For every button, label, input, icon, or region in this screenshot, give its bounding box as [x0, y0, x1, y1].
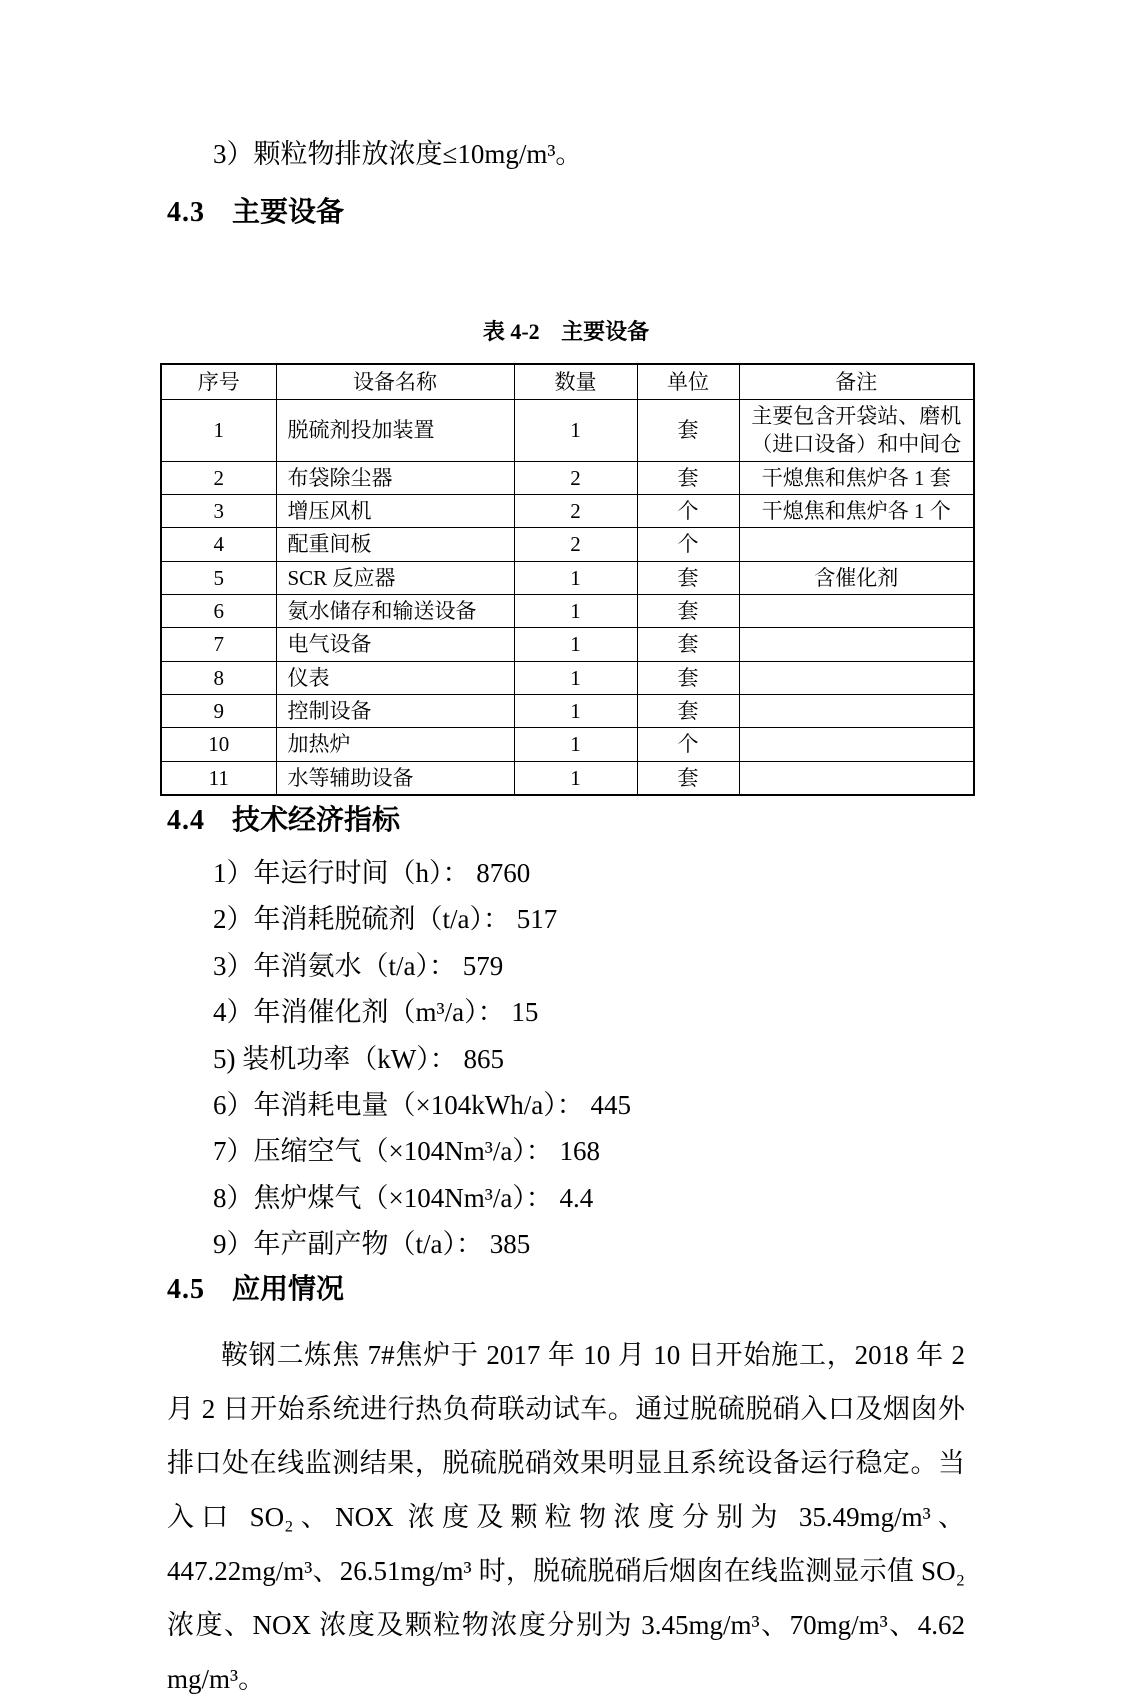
cell-no: 1	[161, 400, 276, 462]
particulate-emission-item: 3）颗粒物排放浓度≤10mg/m³。	[213, 139, 583, 169]
cell-note	[739, 761, 974, 795]
indicator-item: 4）年消催化剂（m³/a）： 15	[213, 997, 539, 1028]
cell-name: 加热炉	[276, 728, 514, 761]
table-row	[161, 728, 974, 761]
cell-note: 干熄焦和焦炉各 1 个	[739, 495, 974, 528]
cell-name: 配重间板	[276, 528, 514, 561]
table-row	[161, 628, 974, 661]
table-row	[161, 400, 974, 462]
column-header-note: 备注	[739, 364, 974, 400]
table-row	[161, 561, 974, 594]
cell-name: 仪表	[276, 661, 514, 694]
cell-unit: 套	[637, 695, 739, 728]
application-paragraph: 鞍钢二炼焦 7#焦炉于 2017 年 10 月 10 日开始施工，2018 年 2 月 2 日开始系统进行热负荷联动试车。通过脱硫脱硝入口及烟囱外排口处在线监测结果，脱硫脱硝效果明显且系统设备运行稳定。当入口 SO₂、NOX 浓度及颗粒物浓度分别为 35.49mg/m³、447.22mg/m³、26.51mg/m³ 时，脱硫脱硝后烟囱在线监测显示值 SO₂ 浓度、NOX 浓度及颗粒物浓度分别为 3.45mg/m³、70mg/m³、4.62 mg/m³。	[167, 1340, 965, 1695]
cell-note: 干熄焦和焦炉各 1 套	[739, 461, 974, 494]
table-row	[161, 761, 974, 795]
cell-name: 增压风机	[276, 495, 514, 528]
cell-unit: 个	[637, 528, 739, 561]
column-header-qty: 数量	[514, 364, 637, 400]
technical-indicator-list	[167, 857, 965, 1261]
cell-no: 4	[161, 528, 276, 561]
cell-unit: 套	[637, 595, 739, 628]
section-title: 技术经济指标	[232, 805, 401, 837]
cell-qty: 1	[514, 400, 637, 462]
equipment-table	[160, 363, 975, 797]
cell-no: 6	[161, 595, 276, 628]
table-caption-title: 主要设备	[561, 318, 650, 344]
cell-no: 3	[161, 495, 276, 528]
section-number: 4.4	[167, 805, 205, 837]
cell-name: SCR 反应器	[276, 561, 514, 594]
cell-no: 10	[161, 728, 276, 761]
section-4-3-heading	[167, 198, 965, 229]
cell-no: 8	[161, 661, 276, 694]
section-4-4-heading	[167, 806, 965, 837]
column-header-unit: 单位	[637, 364, 739, 400]
indicator-item: 9）年产副产物（t/a）： 385	[213, 1229, 531, 1260]
cell-qty: 1	[514, 728, 637, 761]
section-title: 主要设备	[232, 196, 345, 228]
indicator-item: 2）年消耗脱硫剂（t/a）： 517	[213, 904, 558, 935]
cell-unit: 套	[637, 761, 739, 795]
cell-note: 主要包含开袋站、磨机（进口设备）和中间仓	[739, 400, 974, 462]
cell-qty: 1	[514, 595, 637, 628]
cell-name: 布袋除尘器	[276, 461, 514, 494]
cell-unit: 个	[637, 495, 739, 528]
cell-qty: 1	[514, 661, 637, 694]
cell-note	[739, 728, 974, 761]
section-4-5-heading	[167, 1275, 965, 1306]
table-caption-label: 表 4-2	[482, 318, 540, 344]
cell-unit: 套	[637, 400, 739, 462]
table-row	[161, 528, 974, 561]
cell-name: 电气设备	[276, 628, 514, 661]
cell-qty: 1	[514, 761, 637, 795]
cell-no: 7	[161, 628, 276, 661]
indicator-item: 3）年消氨水（t/a）： 579	[213, 950, 504, 981]
section-number: 4.3	[167, 196, 205, 228]
cell-name: 控制设备	[276, 695, 514, 728]
cell-note	[739, 661, 974, 694]
cell-qty: 2	[514, 461, 637, 494]
cell-note	[739, 595, 974, 628]
table-row	[161, 595, 974, 628]
section-title: 应用情况	[232, 1274, 345, 1306]
cell-unit: 套	[637, 661, 739, 694]
indicator-item: 8）焦炉煤气（×104Nm³/a）： 4.4	[213, 1182, 594, 1213]
cell-unit: 个	[637, 728, 739, 761]
cell-unit: 套	[637, 461, 739, 494]
cell-note	[739, 628, 974, 661]
indicator-item: 5) 装机功率（kW）： 865	[213, 1043, 504, 1074]
cell-no: 5	[161, 561, 276, 594]
column-header-name: 设备名称	[276, 364, 514, 400]
cell-qty: 2	[514, 495, 637, 528]
table-row	[161, 661, 974, 694]
cell-note	[739, 695, 974, 728]
cell-note	[739, 528, 974, 561]
section-number: 4.5	[167, 1274, 205, 1306]
cell-qty: 1	[514, 628, 637, 661]
indicator-item: 7）压缩空气（×104Nm³/a）： 168	[213, 1136, 601, 1167]
table-row	[161, 695, 974, 728]
cell-name: 氨水储存和输送设备	[276, 595, 514, 628]
table-caption	[167, 315, 965, 346]
cell-qty: 1	[514, 695, 637, 728]
cell-note: 含催化剂	[739, 561, 974, 594]
indicator-item: 1）年运行时间（h）： 8760	[213, 857, 531, 888]
cell-name: 脱硫剂投加装置	[276, 400, 514, 462]
table-header-row	[161, 364, 974, 400]
cell-unit: 套	[637, 561, 739, 594]
cell-no: 9	[161, 695, 276, 728]
cell-qty: 1	[514, 561, 637, 594]
cell-no: 11	[161, 761, 276, 795]
cell-qty: 2	[514, 528, 637, 561]
cell-unit: 套	[637, 628, 739, 661]
table-row	[161, 495, 974, 528]
cell-no: 2	[161, 461, 276, 494]
column-header-no: 序号	[161, 364, 276, 400]
table-row	[161, 461, 974, 494]
cell-name: 水等辅助设备	[276, 761, 514, 795]
indicator-item: 6）年消耗电量（×104kWh/a）： 445	[213, 1089, 631, 1120]
